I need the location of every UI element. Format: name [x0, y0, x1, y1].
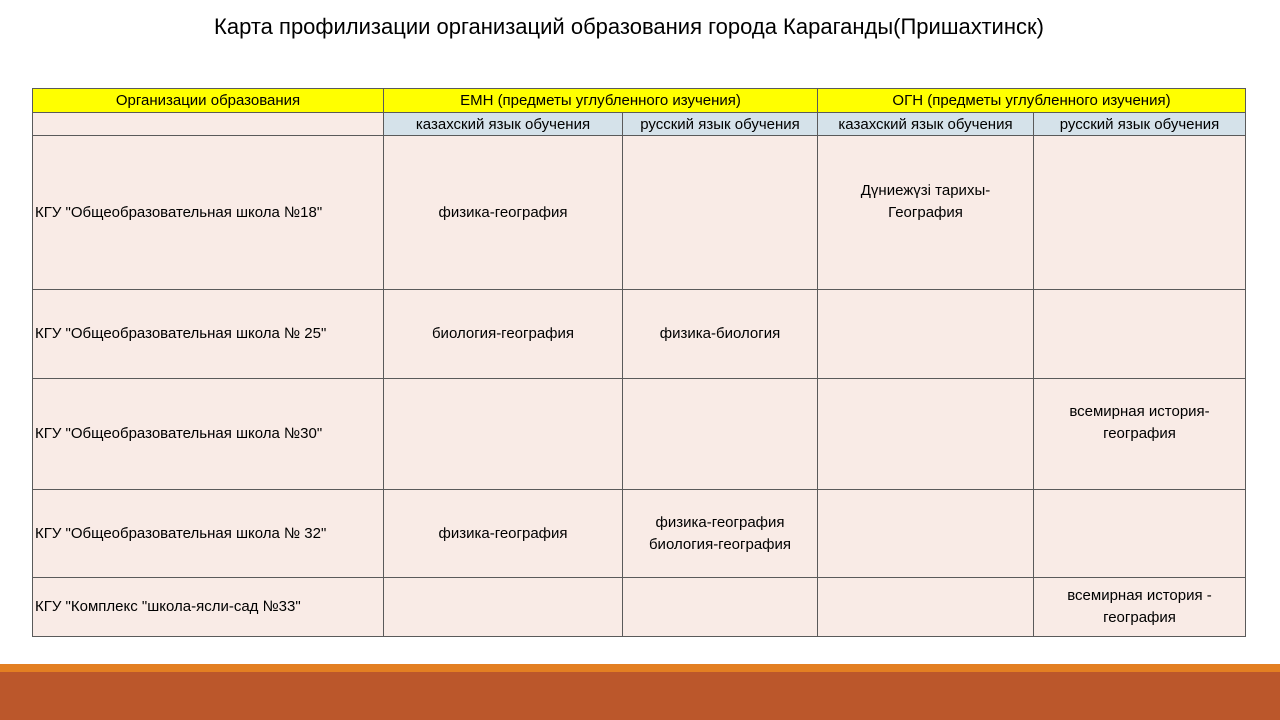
emn-kaz-cell [384, 379, 623, 490]
ogn-kaz-cell [818, 290, 1034, 379]
subheader-emn-kaz: казахский язык обучения [384, 113, 623, 136]
org-name: КГУ "Общеобразовательная школа № 25" [33, 290, 384, 379]
subheader-row [33, 113, 1246, 136]
emn-kaz-cell: биология-география [384, 290, 623, 379]
ogn-kaz-cell: Дүниежүзі тарихы- География [818, 136, 1034, 290]
table-row [33, 136, 1246, 290]
footer-bar [0, 672, 1280, 720]
table-row [33, 578, 1246, 637]
subheader-ogn-rus: русский язык обучения [1034, 113, 1246, 136]
emn-rus-cell: физика-биология [623, 290, 818, 379]
org-name: КГУ "Общеобразовательная школа № 32" [33, 490, 384, 578]
ogn-rus-cell [1034, 136, 1246, 290]
ogn-rus-cell [1034, 490, 1246, 578]
emn-kaz-cell: физика-география [384, 490, 623, 578]
org-name: КГУ "Общеобразовательная школа №30" [33, 379, 384, 490]
header-row [33, 89, 1246, 113]
table-row [33, 490, 1246, 578]
emn-rus-cell: физика-география биология-география [623, 490, 818, 578]
emn-kaz-cell [384, 578, 623, 637]
ogn-kaz-cell [818, 379, 1034, 490]
subheader-ogn-kaz: казахский язык обучения [818, 113, 1034, 136]
emn-rus-cell [623, 136, 818, 290]
ogn-rus-cell: всемирная история - география [1034, 578, 1246, 637]
ogn-kaz-cell [818, 578, 1034, 637]
footer-accent-bar [0, 664, 1280, 672]
emn-kaz-cell: физика-география [384, 136, 623, 290]
header-org: Организации образования [33, 89, 384, 113]
header-emn: ЕМН (предметы углубленного изучения) [384, 89, 818, 113]
emn-rus-cell [623, 379, 818, 490]
emn-rus-cell [623, 578, 818, 637]
ogn-rus-cell [1034, 290, 1246, 379]
header-ogn: ОГН (предметы углубленного изучения) [818, 89, 1246, 113]
org-name: КГУ "Общеобразовательная школа №18" [33, 136, 384, 290]
ogn-kaz-cell [818, 490, 1034, 578]
ogn-rus-cell: всемирная история- география [1034, 379, 1246, 490]
table-row [33, 290, 1246, 379]
profiling-table [32, 88, 1246, 637]
table-row [33, 379, 1246, 490]
org-name: КГУ "Комплекс "школа-ясли-сад №33" [33, 578, 384, 637]
subheader-blank [33, 113, 384, 136]
subheader-emn-rus: русский язык обучения [623, 113, 818, 136]
slide-title: Карта профилизации организаций образования города Караганды(Пришахтинск) [214, 14, 1044, 39]
